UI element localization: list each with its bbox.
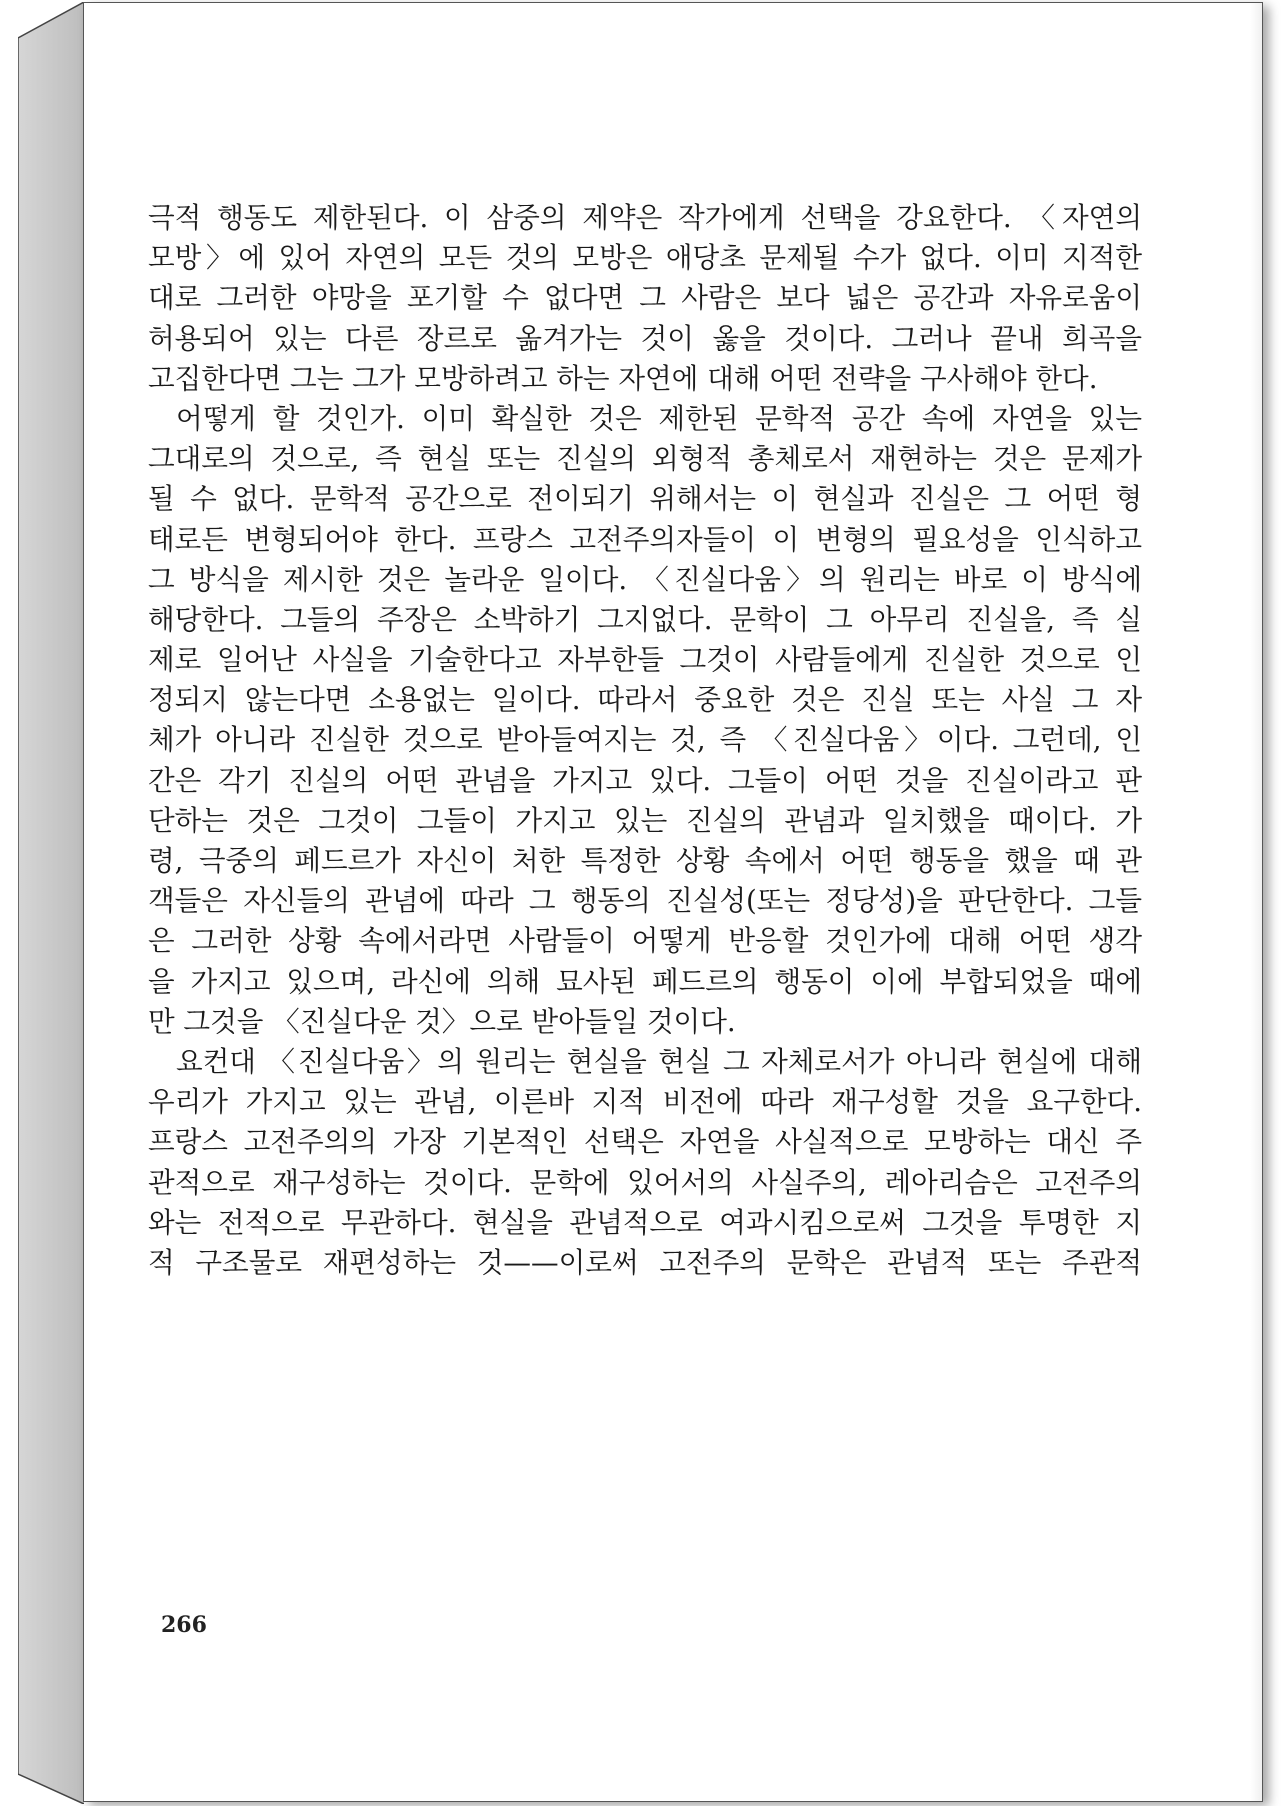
body-text (148, 198, 1142, 1283)
text-line: 정되지 않는다면 소용없는 일이다. 따라서 중요한 것은 진실 또는 사실 그 자 (148, 683, 1142, 717)
text-line: 프랑스 고전주의의 가장 기본적인 선택은 자연을 사실적으로 모방하는 대신 주 (148, 1125, 1142, 1159)
text-line: 관적으로 재구성하는 것이다. 문학에 있어서의 사실주의, 레아리슴은 고전주의 (148, 1165, 1142, 1199)
text-line: 그대로의 것으로, 즉 현실 또는 진실의 외형적 총체로서 재현하는 것은 문제가 (148, 442, 1142, 476)
text-line: 해당한다. 그들의 주장은 소박하기 그지없다. 문학이 그 아무리 진실을, 즉 실 (148, 602, 1142, 636)
text-line: 어떻게 할 것인가. 이미 확실한 것은 제한된 문학적 공간 속에 자연을 있는 (176, 401, 1142, 435)
text-line: 대로 그러한 야망을 포기할 수 없다면 그 사람은 보다 넓은 공간과 자유로움이 (148, 281, 1142, 315)
text-line: 그 방식을 제시한 것은 놀라운 일이다. 〈진실다움〉의 원리는 바로 이 방식에 (148, 562, 1142, 596)
text-line: 고집한다면 그는 그가 모방하려고 하는 자연에 대해 어떤 전략을 구사해야 한다. (148, 361, 1098, 395)
text-line: 요컨대 〈진실다움〉의 원리는 현실을 현실 그 자체로서가 아니라 현실에 대해 (176, 1044, 1142, 1078)
text-line: 만 그것을 〈진실다운 것〉으로 받아들일 것이다. (148, 1004, 736, 1038)
page-shading (1250, 3, 1262, 1801)
text-line: 객들은 자신들의 관념에 따라 그 행동의 진실성(또는 정당성)을 판단한다. 그들 (148, 884, 1142, 918)
text-line: 은 그러한 상황 속에서라면 사람들이 어떻게 반응할 것인가에 대해 어떤 생각 (148, 924, 1142, 958)
text-line: 체가 아니라 진실한 것으로 받아들여지는 것, 즉 〈진실다움〉이다. 그런데, 인 (148, 723, 1142, 757)
text-line: 극적 행동도 제한된다. 이 삼중의 제약은 작가에게 선택을 강요한다. 〈자연의 (148, 201, 1142, 234)
text-line: 와는 전적으로 무관하다. 현실을 관념적으로 여과시킴으로써 그것을 투명한 지 (148, 1205, 1142, 1239)
text-line: 될 수 없다. 문학적 공간으로 전이되기 위해서는 이 현실과 진실은 그 어떤 형 (148, 482, 1142, 516)
text-line: 허용되어 있는 다른 장르로 옮겨가는 것이 옳을 것이다. 그러나 끝내 희곡을 (148, 321, 1142, 355)
text-line: 간은 각기 진실의 어떤 관념을 가지고 있다. 그들이 어떤 것을 진실이라고 판 (148, 763, 1142, 797)
text-line: 령, 극중의 페드르가 자신이 처한 특정한 상황 속에서 어떤 행동을 했을 때 관 (148, 844, 1142, 877)
text-line: 제로 일어난 사실을 기술한다고 자부한들 그것이 사람들에게 진실한 것으로 인 (148, 643, 1142, 677)
text-line: 태로든 변형되어야 한다. 프랑스 고전주의자들이 이 변형의 필요성을 인식하고 (148, 522, 1142, 556)
book-spine (18, 2, 84, 1804)
text-line: 적 구조물로 재편성하는 것——이로써 고전주의 문학은 관념적 또는 주관적 (148, 1245, 1142, 1279)
text-line: 단하는 것은 그것이 그들이 가지고 있는 진실의 관념과 일치했을 때이다. 가 (148, 803, 1142, 837)
text-line: 우리가 가지고 있는 관념, 이른바 지적 비전에 따라 재구성할 것을 요구한다. (148, 1085, 1142, 1119)
text-line: 모방〉에 있어 자연의 모든 것의 모방은 애당초 문제될 수가 없다. 이미 지적한 (148, 241, 1142, 275)
text-line: 을 가지고 있으며, 라신에 의해 묘사된 페드르의 행동이 이에 부합되었을 때에 (148, 964, 1142, 998)
page-number: 266 (161, 1612, 207, 1638)
